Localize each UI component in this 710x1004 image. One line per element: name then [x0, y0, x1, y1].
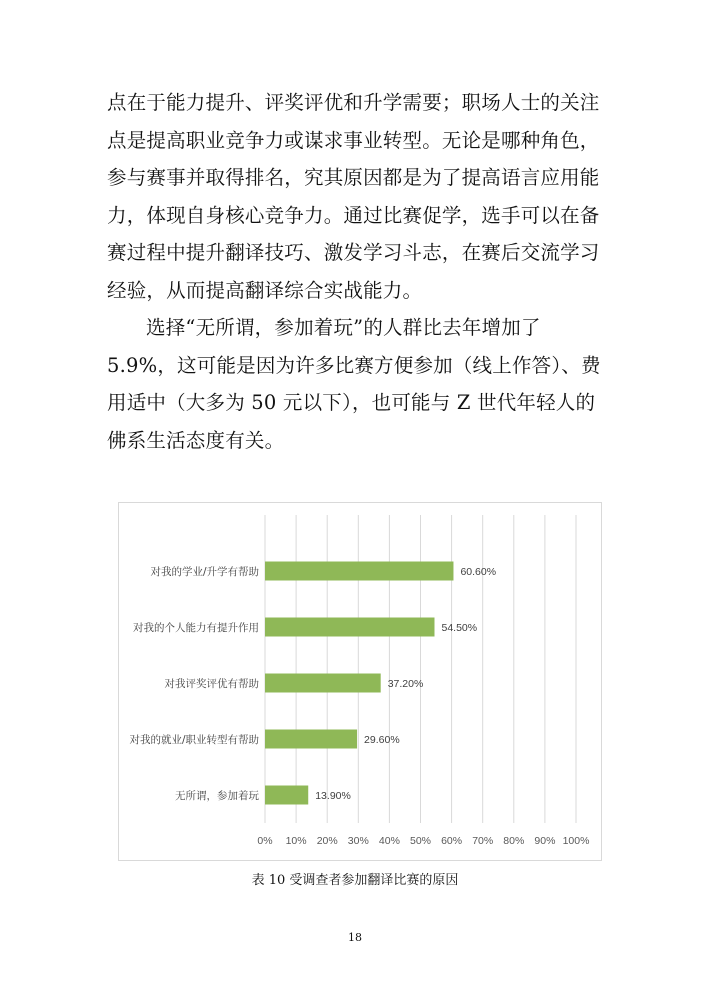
- category-label: 对我的个人能力有提升作用: [133, 622, 259, 634]
- category-label: 对我的学业/升学有帮助: [150, 566, 259, 578]
- figure-caption: 表 10 受调查者参加翻译比赛的原因: [251, 873, 459, 888]
- data-label: 60.60%: [460, 566, 497, 578]
- x-tick-label: 20%: [316, 835, 338, 847]
- bar: [265, 674, 381, 693]
- bar: [265, 730, 357, 749]
- bar: [265, 562, 453, 581]
- category-label: 对我评奖评优有帮助: [164, 678, 259, 690]
- x-tick-label: 0%: [257, 835, 273, 847]
- x-tick-label: 60%: [441, 835, 463, 847]
- x-tick-label: 100%: [562, 835, 590, 847]
- x-tick-label: 80%: [503, 835, 525, 847]
- data-label: 37.20%: [387, 678, 424, 690]
- bar: [265, 618, 434, 637]
- x-tick-label: 30%: [347, 835, 369, 847]
- x-tick-label: 10%: [285, 835, 307, 847]
- body-paragraph-1: 点在于能力提升、评奖评优和升学需要；职场人士的关注点是提高职业竞争力或谋求事业转型。无论是哪种角色，参与赛事并取得排名，究其原因都是为了提高语言应用能力，体现自身核心竞争力。通过比赛促学，选手可以在备赛过程中提升翻译技巧、激发学习斗志，在赛后交流学习经验，从而提高翻译综合实战能力。: [107, 91, 600, 302]
- bar-chart: [118, 502, 602, 861]
- data-label: 54.50%: [441, 622, 478, 634]
- bar: [265, 786, 308, 805]
- data-label: 13.90%: [315, 790, 351, 802]
- body-paragraph-2: 选择“无所谓，参加着玩”的人群比去年增加了 5.9%，这可能是因为许多比赛方便参加（线上作答）、费用适中（大多为 50 元以下），也可能与 Z 世代年轻人的佛系生活态度有关。: [107, 316, 601, 452]
- x-tick-label: 90%: [534, 835, 556, 847]
- bar-chart-svg: [119, 503, 601, 860]
- x-tick-label: 40%: [378, 835, 400, 847]
- category-label: 无所谓，参加着玩: [175, 790, 259, 802]
- x-tick-label: 50%: [409, 835, 432, 847]
- page-number: 18: [348, 931, 362, 944]
- data-label: 29.60%: [364, 734, 400, 746]
- x-tick-label: 70%: [472, 835, 494, 847]
- category-label: 对我的就业/职业转型有帮助: [129, 734, 259, 746]
